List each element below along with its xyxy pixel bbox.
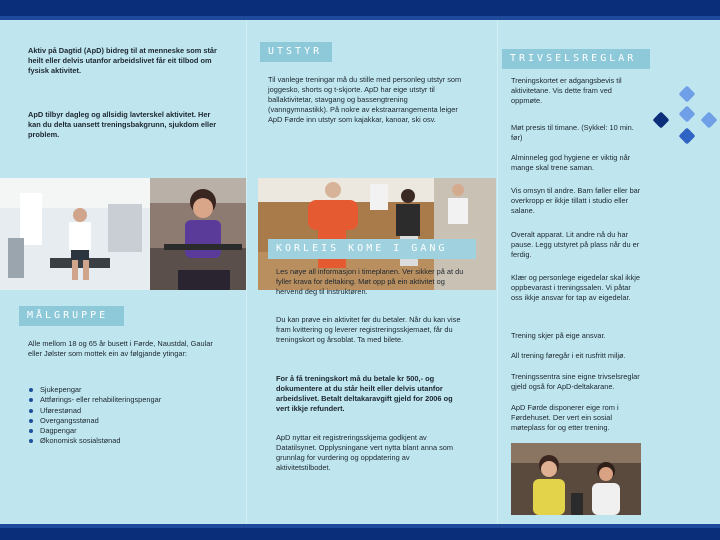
list-item: Sjukepengar bbox=[28, 385, 228, 395]
intro-paragraph-2: ApD tilbyr dagleg og allsidig lavterskel aktivitet. Her kan du delta uansett treningsbakgrunn, sjukdom eller problem. bbox=[28, 110, 217, 140]
malgruppe-description: Alle mellom 18 og 65 år busett i Førde, Naustdal, Gaular eller Jølster som mottek ein av følgjande ytingar: bbox=[28, 339, 213, 359]
rule-item: Klær og personlege eigedelar skal ikkje oppbevarast i treningssalen. Vi påtar oss ikkje ansvar for tap av eigedelar. bbox=[511, 273, 640, 303]
top-band bbox=[0, 0, 720, 20]
utstyr-heading: UTSTYR bbox=[260, 42, 332, 62]
korleis-paragraph-2: Du kan prøve ein aktivitet før du betaler. Når du kan vise fram kvittering og leverer registreringsskjemaet, får du treningskort og årsoblat. Ta med bilete. bbox=[276, 315, 461, 345]
rule-item: Treningssentra sine eigne trivselsreglar gjeld også for ApD-deltakarane. bbox=[511, 372, 640, 392]
photo-gym-treadmill bbox=[0, 178, 150, 290]
trivselsreglar-heading: TRIVSELSREGLAR bbox=[502, 49, 650, 69]
rule-item: Vis omsyn til andre. Barn føller eller bar overkropp er ikkje tillatt i studio eller salane. bbox=[511, 186, 641, 216]
list-item: Attførings- eller rehabiliteringspengar bbox=[28, 395, 228, 405]
korleis-paragraph-1: Les nøye all informasjon i timeplanen. Ver sikker på at du fyller krava for deltaking. Møt opp på ein aktivitet og hervend deg til instruktøren. bbox=[276, 267, 464, 297]
rule-item: Alminneleg god hygiene er viktig når mange skal trene saman. bbox=[511, 153, 631, 173]
list-item: Økonomisk sosialstønad bbox=[28, 436, 228, 446]
korleis-paragraph-3: For å få treningskort må du betale kr 500,- og dokumentere at du står heilt eller delvis utanfor arbeidslivet. Betalt deltakaravgift gjeld for 2006 og vert ikkje refundert. bbox=[276, 374, 453, 414]
bottom-band bbox=[0, 524, 720, 540]
benefit-list bbox=[28, 385, 228, 447]
malgruppe-heading: MÅLGRUPPE bbox=[19, 306, 124, 326]
rule-item: All trening føregår i eit rusfritt miljø. bbox=[511, 351, 626, 360]
rule-item: Trening skjer på eige ansvar. bbox=[511, 331, 606, 340]
rule-item: Treningskortet er adgangsbevis til aktivitetane. Vis dette fram ved oppmøte. bbox=[511, 76, 622, 106]
photo-woman-exercise bbox=[150, 178, 256, 290]
list-item: Dagpengar bbox=[28, 426, 228, 436]
photo-two-women-gym bbox=[511, 443, 641, 515]
rule-item: ApD Førde disponerer eige rom i Førdehuset. Der vert ein sosial møteplass for og etter trening. bbox=[511, 403, 619, 433]
rule-item: Overalt apparat. Lit andre nå du har pause. Legg utstyret på plass når du er ferdig. bbox=[511, 230, 640, 260]
list-item: Overgangsstønad bbox=[28, 416, 228, 426]
list-item: Uførestønad bbox=[28, 406, 228, 416]
intro-paragraph-1: Aktiv på Dagtid (ApD) bidreg til at menneske som står heilt eller delvis utanfor arbeidslivet får eit tilbod om fysisk aktivitet. bbox=[28, 46, 217, 76]
korleis-paragraph-4: ApD nyttar eit registreringsskjema godkjent av Datatilsynet. Opplysningane vert nytta blant anna som grunnlag for vurdering og oppdatering av aktivitetstilbodet. bbox=[276, 433, 454, 473]
utstyr-text: Til vanlege treningar må du stille med personleg utstyr som joggesko, shorts og t-skjorte. ApD har eige utstyr til ballaktivitetar, stavgang og bassengtrening (vanngymnastikk). På nokre av ekstraarrangementa leiger ApD Førde inn utstyr som kajakkar, kanoar, ski osv. bbox=[268, 75, 462, 125]
korleis-heading: KORLEIS KOME I GANG bbox=[268, 239, 476, 259]
rule-item: Møt presis til timane. (Sykkel: 10 min. før) bbox=[511, 123, 634, 143]
